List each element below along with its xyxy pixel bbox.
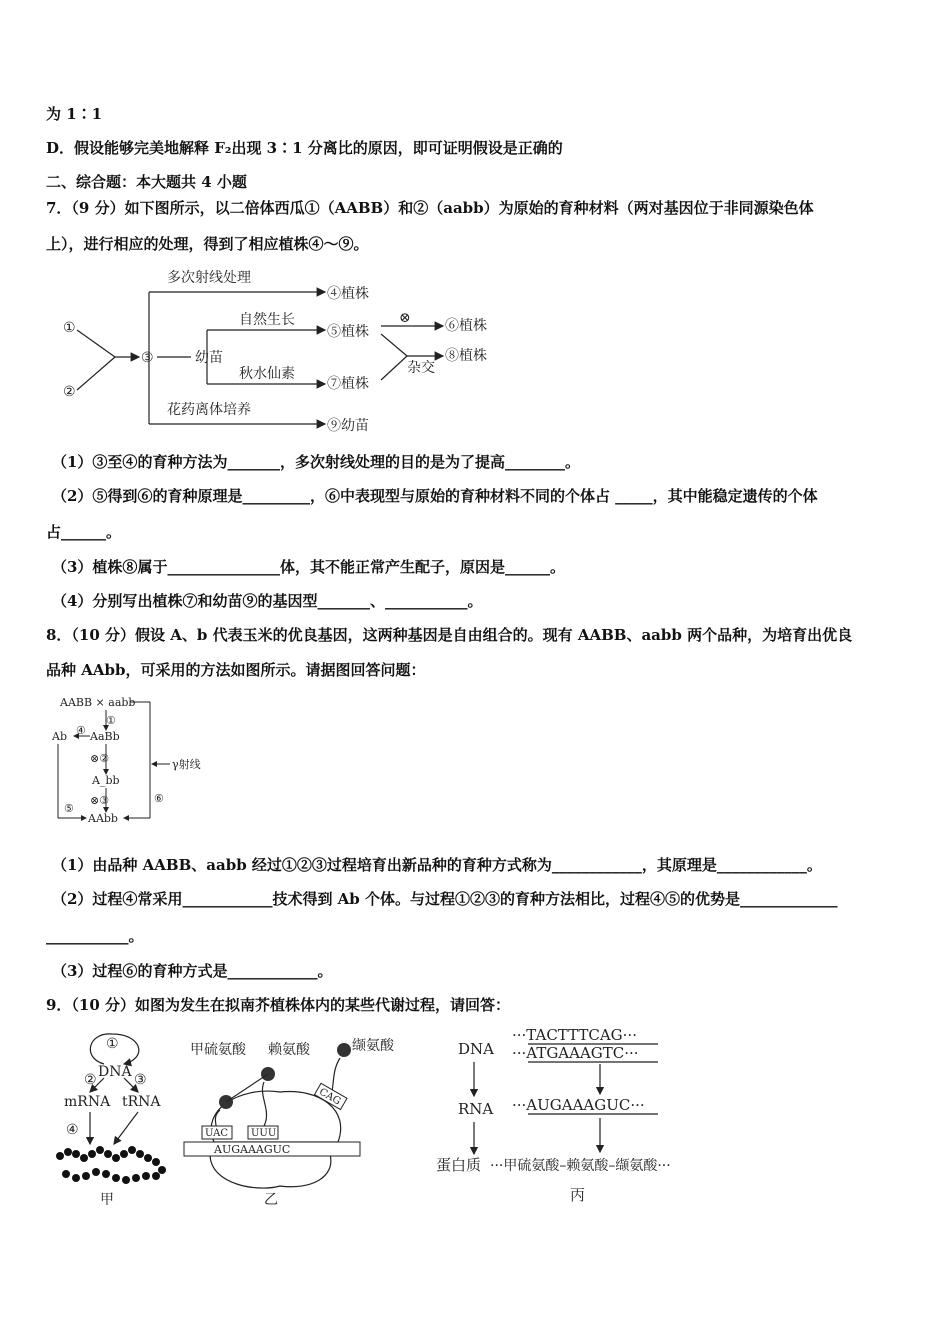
anther-culture-label: 花药离体培养 xyxy=(167,402,251,418)
rna-sequence: ···AUGAAAGUC··· xyxy=(512,1096,645,1114)
lysine-label: 赖氨酸 xyxy=(268,1042,310,1058)
ribosome-small-subunit xyxy=(210,1154,331,1188)
jia-trna: tRNA xyxy=(122,1094,161,1110)
q7-sub-2-b: 占______。 xyxy=(46,523,122,541)
q8-sub-2-b: ___________。 xyxy=(46,927,144,945)
abb-genotype: A_bb xyxy=(92,774,120,787)
q7-breeding-diagram xyxy=(55,262,515,440)
polypeptide-beads xyxy=(56,1146,166,1184)
dna-template-strand: ···TACTTTCAG··· xyxy=(512,1026,637,1044)
q7-sub-2-a: （2）⑤得到⑥的育种原理是_________，⑥中表现型与原始的育种材料不同的个体占 _____，其中能稳定遗传的个体 xyxy=(52,487,818,505)
line-ratio: 为 1∶1 xyxy=(46,105,103,123)
node-2: ② xyxy=(63,384,76,400)
bing-caption: 丙 xyxy=(570,1186,586,1204)
figure-bing xyxy=(430,1024,720,1210)
bing-protein: 蛋白质 xyxy=(436,1156,482,1174)
question-9-stem: 9．（10 分）如图为发生在拟南芥植株体内的某些代谢过程，请回答： xyxy=(46,996,511,1014)
jia-mrna: mRNA xyxy=(64,1094,111,1110)
node-1: ① xyxy=(63,320,76,336)
q8-breeding-diagram xyxy=(50,690,220,828)
f1-genotype: AaBb xyxy=(90,730,120,743)
question-8-stem-1: 8．（10 分）假设 A、b 代表玉米的优良基因，这两种基因是自由组合的。现有 AABB、aabb 两个品种，为培育出优良 xyxy=(46,626,853,644)
plant-4: ④植株 xyxy=(327,286,369,302)
bing-rna: RNA xyxy=(458,1100,494,1118)
peptide-sequence: ···甲硫氨酸–赖氨酸–缬氨酸··· xyxy=(490,1158,671,1174)
plant-7: ⑦植株 xyxy=(327,376,369,392)
step-5: ⑤ xyxy=(64,802,74,815)
jia-step-4: ④ xyxy=(66,1122,79,1138)
section-heading: 二、综合题：本大题共 4 小题 xyxy=(46,173,247,191)
jia-caption: 甲 xyxy=(100,1192,114,1208)
anticodon-3: CAG xyxy=(317,1086,343,1108)
figure-yi xyxy=(180,1030,420,1210)
anticodon-1: UAC xyxy=(205,1128,228,1139)
jia-step-1: ① xyxy=(106,1036,119,1052)
q7-sub-1: （1）③至④的育种方法为_______，多次射线处理的目的是为了提高________。 xyxy=(52,453,580,471)
seedling-9: ⑨幼苗 xyxy=(327,418,369,434)
yi-mrna-sequence: AUGAAAGUC xyxy=(214,1143,291,1156)
ab-gamete: Ab xyxy=(52,730,67,743)
step-3: ⊗③ xyxy=(90,794,110,807)
seedling-label: 幼苗 xyxy=(195,350,223,366)
ray-treatment-label: 多次射线处理 xyxy=(167,270,251,286)
q7-sub-3: （3）植株⑧属于_______________体，其不能正常产生配子，原因是______。 xyxy=(52,558,565,576)
step-4: ④ xyxy=(76,724,86,737)
parents-label: AABB × aabb xyxy=(60,696,136,709)
plant-8: ⑧植株 xyxy=(445,348,487,364)
cross-label: 杂交 xyxy=(407,360,435,376)
gamma-ray-label: γ射线 xyxy=(172,758,201,771)
natural-growth-label: 自然生长 xyxy=(239,312,295,328)
yi-caption: 乙 xyxy=(264,1192,278,1208)
final-genotype: AAbb xyxy=(88,812,118,825)
jia-step-3: ③ xyxy=(134,1072,147,1088)
bing-dna: DNA xyxy=(458,1040,494,1058)
question-7-stem-2: 上），进行相应的处理，得到了相应植株④～⑨。 xyxy=(46,235,369,253)
selfing-symbol: ⊗ xyxy=(399,310,411,326)
step-6: ⑥ xyxy=(154,792,164,805)
jia-step-2: ② xyxy=(84,1072,97,1088)
jia-dna: DNA xyxy=(98,1064,132,1080)
valine-label: 缬氨酸 xyxy=(352,1038,394,1054)
step-2: ⊗② xyxy=(90,752,110,765)
step-1: ① xyxy=(106,714,116,727)
q8-sub-1: （1）由品种 AABB、aabb 经过①②③过程培育出新品种的育种方式称为____________，其原理是____________。 xyxy=(52,856,822,874)
plant-6: ⑥植株 xyxy=(445,318,487,334)
question-8-stem-2: 品种 AAbb，可采用的方法如图所示。请据图回答问题： xyxy=(46,661,426,679)
q8-sub-3: （3）过程⑥的育种方式是____________。 xyxy=(52,962,333,980)
q8-sub-2-a: （2）过程④常采用____________技术得到 Ab 个体。与过程①②③的育种方法相比，过程④⑤的优势是_____________ xyxy=(52,890,838,908)
plant-5: ⑤植株 xyxy=(327,324,369,340)
anticodon-2: UUU xyxy=(251,1128,277,1139)
option-d: D．假设能够完美地解释 F₂出现 3∶1 分离比的原因，即可证明假设是正确的 xyxy=(46,139,563,157)
question-7-stem-1: 7．（9 分）如下图所示，以二倍体西瓜①（AABB）和②（aabb）为原始的育种材料（两对基因位于非同源染色体 xyxy=(46,199,814,217)
methionine-label: 甲硫氨酸 xyxy=(190,1042,246,1058)
q7-sub-4: （4）分别写出植株⑦和幼苗⑨的基因型_______、___________。 xyxy=(52,592,483,610)
node-3: ③ xyxy=(141,350,154,366)
figure-jia xyxy=(52,1028,177,1210)
colchicine-label: 秋水仙素 xyxy=(239,366,295,382)
dna-coding-strand: ···ATGAAAGTC··· xyxy=(512,1044,639,1062)
